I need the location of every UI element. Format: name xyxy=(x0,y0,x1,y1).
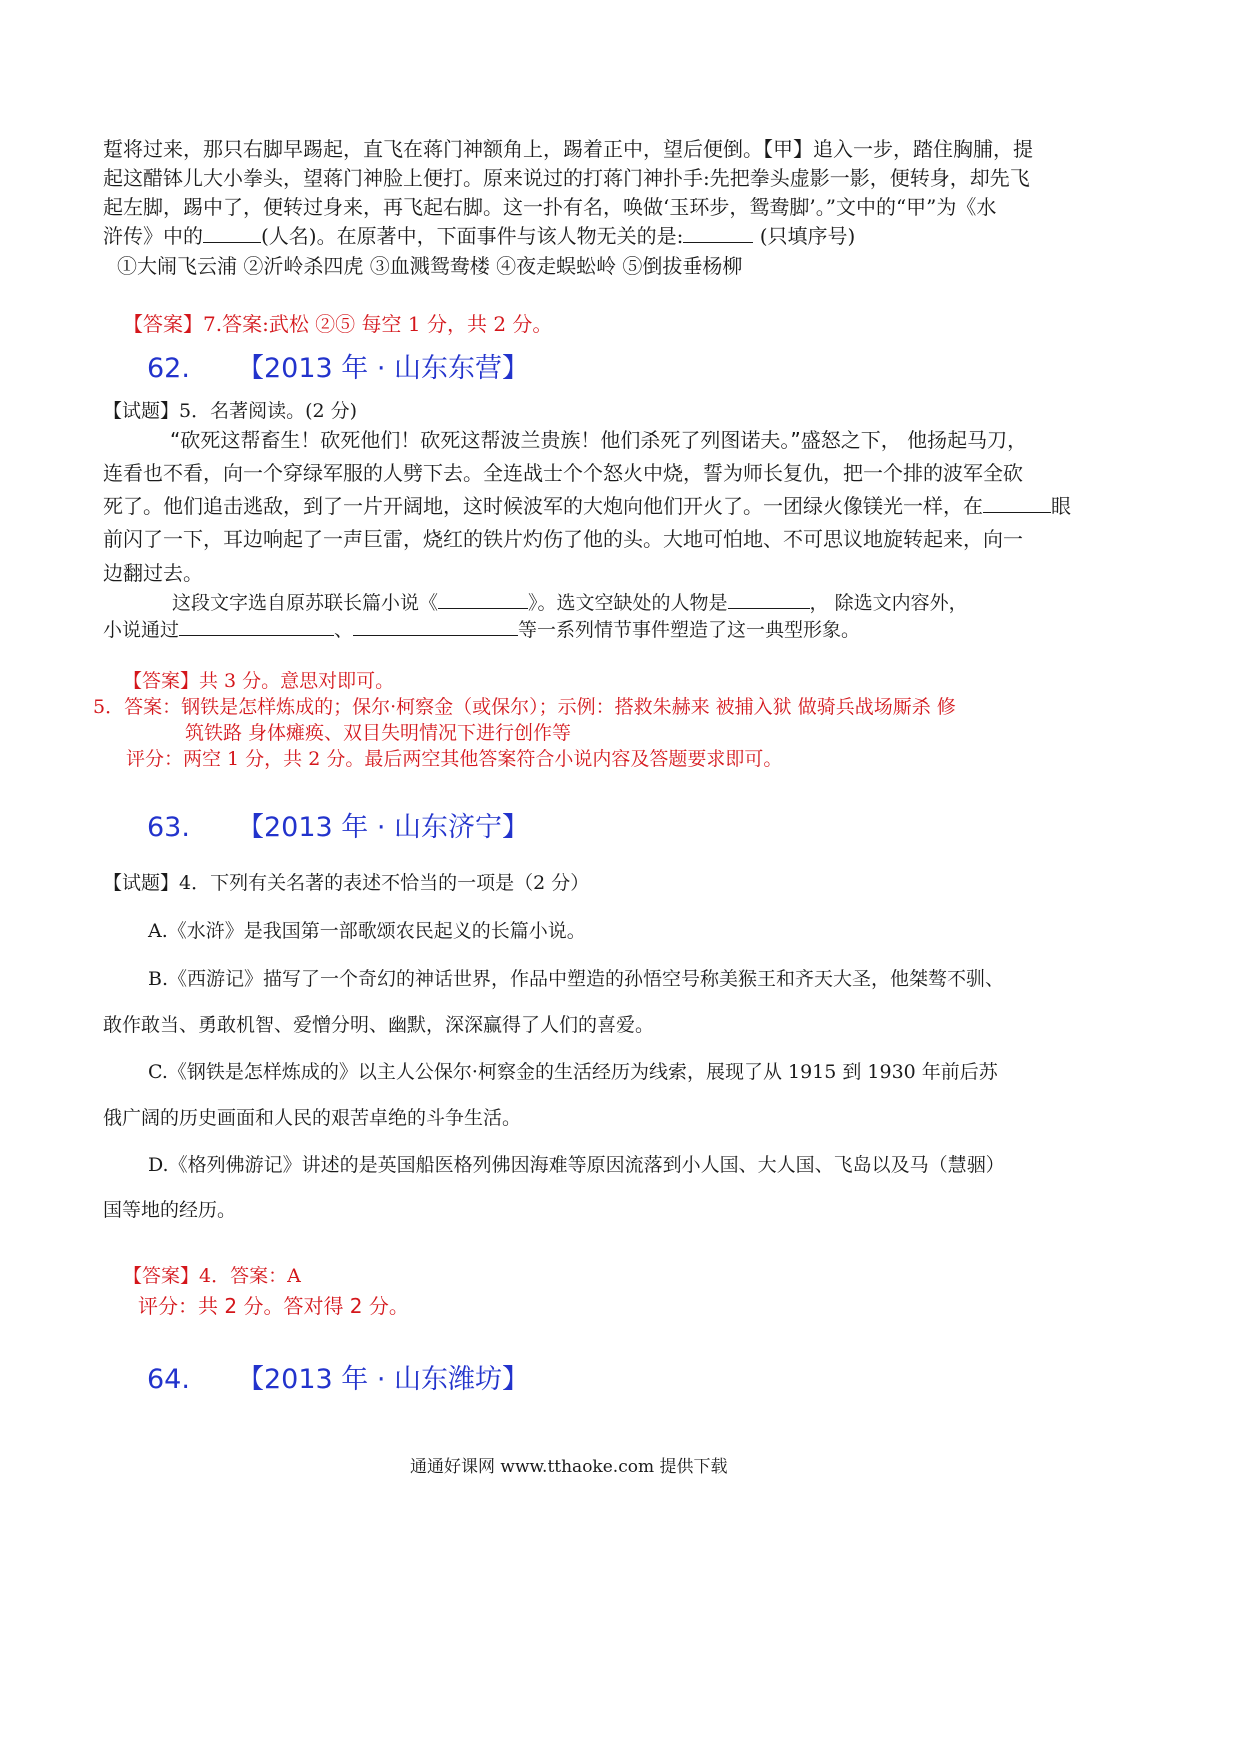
q63-option-d-1: D.《格列佛游记》讲述的是英国船医格列佛因海难等原因流落到小人国、大人国、飞岛以及马（慧骃） xyxy=(148,1154,1005,1176)
q62-question-2 xyxy=(103,615,860,645)
q62-title: 【2013 年 · 山东东营】 xyxy=(237,353,530,384)
q62-passage-2: 连看也不看，向一个穿绿军服的人劈下去。全连战士个个怒火中烧，誓为师长复仇，把一个排的波军全砍 xyxy=(103,461,1023,485)
q62-question-2-sep: 、 xyxy=(334,619,354,641)
q63-option-c-2: 俄广阔的历史画面和人民的艰苦卓绝的斗争生活。 xyxy=(103,1107,522,1129)
q63-answer-1: 【答案】4．答案：A xyxy=(123,1265,301,1287)
q64-heading xyxy=(147,1362,529,1398)
plot-blank-2 xyxy=(353,615,518,636)
q63-title: 【2013 年 · 山东济宁】 xyxy=(237,812,530,843)
q62-passage-3-text: 死了。他们追击逃敌，到了一片开阔地，这时候波军的大炮向他们开火了。一团绿火像镁光一样，在 xyxy=(103,494,983,518)
q62-question-1-a: 这段文字选自原苏联长篇小说《 xyxy=(172,592,439,614)
character-blank-2 xyxy=(728,588,810,609)
q62-question-1-b: 》。选文空缺处的人物是 xyxy=(528,592,728,614)
q61-line-4-b: (人名)。在原著中，下面事件与该人物无关的是: xyxy=(261,224,684,248)
q62-prompt: 【试题】5．名著阅读。(2 分) xyxy=(103,400,358,422)
q62-number: 62. xyxy=(147,353,190,384)
q64-title: 【2013 年 · 山东潍坊】 xyxy=(237,1364,530,1395)
q62-question-1-c: ， 除选文内容外， xyxy=(809,592,968,614)
q63-prompt: 【试题】4．下列有关名著的表述不恰当的一项是（2 分） xyxy=(103,872,590,894)
q63-option-a: A.《水浒》是我国第一部歌颂农民起义的长篇小说。 xyxy=(148,920,586,942)
q62-answer-1: 【答案】共 3 分。意思对即可。 xyxy=(123,670,395,692)
q63-answer-2: 评分：共 2 分。答对得 2 分。 xyxy=(138,1294,409,1318)
character-blank-1 xyxy=(983,492,1051,513)
q63-option-b-2: 敢作敢当、勇敢机智、爱憎分明、幽默，深深赢得了人们的喜爱。 xyxy=(103,1014,655,1036)
q62-passage-4: 前闪了一下，耳边响起了一声巨雷，烧红的铁片灼伤了他的头。大地可怕地、不可思议地旋转起来，向一 xyxy=(103,527,1023,551)
q62-question-2-b: 等一系列情节事件塑造了这一典型形象。 xyxy=(518,619,861,641)
q62-heading xyxy=(147,351,529,387)
q61-line-4 xyxy=(103,221,855,251)
q61-options: ①大闹飞云浦 ②沂岭杀四虎 ③血溅鸳鸯楼 ④夜走蜈蚣岭 ⑤倒拔垂杨柳 xyxy=(117,254,743,278)
plot-blank-1 xyxy=(179,615,334,636)
q62-question-2-a: 小说通过 xyxy=(103,619,180,641)
q62-answer-3: 筑铁路 身体瘫痪、双目失明情况下进行创作等 xyxy=(185,722,572,744)
q63-option-b-1: B.《西游记》描写了一个奇幻的神话世界，作品中塑造的孙悟空号称美猴王和齐天大圣，他桀骜不驯、 xyxy=(148,968,1005,990)
q62-passage-1: “砍死这帮畜生！砍死他们！砍死这帮波兰贵族！他们杀死了列图诺夫。”盛怒之下， 他扬起马刀， xyxy=(170,428,1028,452)
q61-line-2: 起这醋钵儿大小拳头，望蒋门神脸上便打。原来说过的打蒋门神扑手:先把拳头虚影一影，便转身，却先飞 xyxy=(103,166,1030,190)
q63-option-c-1: C.《钢铁是怎样炼成的》以主人公保尔·柯察金的生活经历为线索，展现了从 1915 到 1930 年前后苏 xyxy=(148,1061,998,1083)
number-blank xyxy=(683,222,753,243)
name-blank xyxy=(203,222,261,243)
q62-passage-3-end: 眼 xyxy=(1051,494,1071,518)
q63-heading xyxy=(147,810,529,846)
q61-line-4-a: 浒传》中的 xyxy=(103,224,203,248)
q61-line-3: 起左脚，踢中了，便转过身来，再飞起右脚。这一扑有名，唤做‘玉环步，鸳鸯脚’。”文中的“甲”为《水 xyxy=(103,195,997,219)
q61-answer: 【答案】7.答案:武松 ②⑤ 每空 1 分，共 2 分。 xyxy=(123,312,553,336)
q62-question-1 xyxy=(172,588,968,618)
q62-passage-5: 边翻过去。 xyxy=(103,561,203,585)
novel-title-blank xyxy=(438,588,528,609)
q62-answer-2: 5．答案：钢铁是怎样炼成的；保尔·柯察金（或保尔）；示例：搭救朱赫来 被捕入狱 做骑兵战场厮杀 修 xyxy=(93,696,956,718)
q62-passage-3 xyxy=(103,491,1071,521)
q61-line-4-c: (只填序号) xyxy=(753,224,856,248)
q64-number: 64. xyxy=(147,1364,190,1395)
page-footer: 通通好课网 www.tthaoke.com 提供下载 xyxy=(410,1457,728,1477)
q63-option-d-2: 国等地的经历。 xyxy=(103,1199,237,1221)
q61-line-1: 踅将过来，那只右脚早踢起，直飞在蒋门神额角上，踢着正中，望后便倒。【甲】追入一步，踏住胸脯，提 xyxy=(103,137,1033,161)
q63-number: 63. xyxy=(147,812,190,843)
q62-answer-4: 评分：两空 1 分，共 2 分。最后两空其他答案符合小说内容及答题要求即可。 xyxy=(126,748,783,770)
